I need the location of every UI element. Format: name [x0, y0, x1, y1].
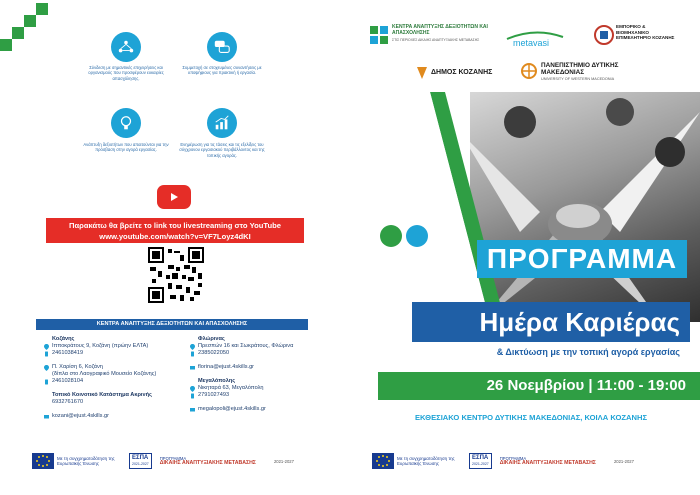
- blue-circle-decor: [406, 225, 428, 247]
- feature-text-3: Ανάπτυξη δεξιοτήτων που απαιτούνται για την πρόσβαση στην αγορά εργασίας.: [83, 142, 169, 153]
- green-square-decor: [36, 3, 48, 15]
- phone-icon: [44, 351, 49, 357]
- livestream-text: Παρακάτω θα βρείτε το link του livestreaming στο YouTube: [69, 221, 281, 230]
- location-pin-icon: [44, 344, 49, 350]
- megalopoli-phone[interactable]: 2791027493: [198, 392, 230, 398]
- email-icon: [190, 365, 195, 371]
- program-years: 2021-2027: [613, 458, 634, 464]
- phone-icon: [44, 379, 49, 385]
- kozani-address-1: Ιπποκράτους 9, Κοζάνη (πρώην ΕΛΤΑ): [52, 343, 149, 349]
- dimos-logo-icon: [416, 66, 428, 80]
- eu-flag-icon: [372, 453, 394, 469]
- livestream-banner[interactable]: [46, 218, 304, 243]
- kozani-phone-2[interactable]: 2461028104: [52, 378, 84, 384]
- megalopoli-address: Νικηταρά 63, Μεγαλόπολη: [198, 385, 264, 391]
- kozani-address-2b: (δίπλα στο Λαογραφικό Μουσείο Κοζάνης): [52, 371, 157, 377]
- location-pin-icon: [44, 365, 49, 371]
- florina-email[interactable]: florina@ejust.4skills.gr: [198, 364, 255, 370]
- megalopoli-email[interactable]: megalopoli@ejust.4skills.gr: [198, 406, 266, 412]
- livestream-link[interactable]: www.youtube.com/watch?v=VF7Loyz4dKI: [99, 232, 251, 241]
- espa-label: ΕΣΠΑ: [132, 455, 149, 461]
- uowm-logo-text: ΠΑΝΕΠΙΣΤΗΜΙΟ ΔΥΤΙΚΗΣ ΜΑΚΕΔΟΝΙΑΣ: [541, 62, 619, 76]
- lightbulb-gear-icon: [111, 108, 141, 138]
- program-line-1: ΠΡΟΓΡΑΜΜΑ: [159, 456, 187, 461]
- feature-text-1: Σύνδεση με σημαντικές επιχειρήσεις και οργανισμούς που προσφέρουν ευκαιρίες απασχόλησης.: [88, 65, 164, 81]
- phone-icon: [190, 351, 195, 357]
- green-circle-decor: [380, 225, 402, 247]
- email-icon: [44, 414, 49, 420]
- eu-flag-icon: [32, 453, 54, 469]
- event-subtitle: & Δικτύωση με την τοπική αγορά εργασίας: [496, 347, 680, 357]
- event-date: 26 Νοεμβρίου | 11:00 - 19:00: [486, 377, 686, 394]
- youtube-play-icon[interactable]: [157, 185, 191, 209]
- location-pin-icon: [190, 344, 195, 350]
- chamber-logo-icon: [594, 24, 614, 46]
- program-line-2: ΔΙΚΑΙΗΣ ΑΝΑΠΤΥΞΙΑΚΗΣ ΜΕΤΑΒΑΣΗΣ: [159, 460, 256, 466]
- kentra-logo-text: ΚΕΝΤΡΑ ΑΝΑΠΤΥΞΗΣ ΔΕΞΙΟΤΗΤΩΝ ΚΑΙ ΑΠΑΣΧΟΛΗΣΗΣ: [392, 24, 488, 36]
- kozani-title: Κοζάνης: [52, 336, 75, 342]
- florina-address: Πρεσπών 16 και Σωκράτους, Φλώρινα: [198, 343, 294, 349]
- feature-text-4: Ενημέρωση για τις τάσεις και τις εξελίξεις του σύγχρονου εργασιακού περιβάλλοντος και της τοπικής αγοράς.: [179, 142, 265, 158]
- location-pin-icon: [190, 386, 195, 392]
- growth-chart-icon: [207, 108, 237, 138]
- dimos-logo-text: ΔΗΜΟΣ ΚΟΖΑΝΗΣ: [431, 69, 493, 76]
- florina-title: Φλώρινας: [198, 336, 225, 342]
- green-square-decor: [24, 15, 36, 27]
- left-footer-funding: [32, 450, 294, 472]
- florina-phone[interactable]: 2385022050: [198, 350, 230, 356]
- email-icon: [190, 407, 195, 413]
- program-line-1: ΠΡΟΓΡΑΜΜΑ: [499, 456, 527, 461]
- espa-label: ΕΣΠΑ: [472, 455, 489, 461]
- uowm-logo-text-en: UNIVERSITY OF WESTERN MACEDONIA: [541, 77, 615, 81]
- kozani-phone-1[interactable]: 2461038419: [52, 350, 84, 356]
- chamber-logo-text: ΕΜΠΟΡΙΚΟ & ΒΙΟΜΗΧΑΝΙΚΟ ΕΠΙΜΕΛΗΤΗΡΙΟ ΚΟΖΑΝΗΣ: [616, 24, 675, 41]
- kozani-address-2: Π. Χαρίση 6, Κοζάνη: [52, 364, 103, 370]
- green-square-decor: [12, 27, 24, 39]
- event-title: Ημέρα Καριέρας: [412, 302, 690, 342]
- chat-bubbles-icon: [207, 32, 237, 62]
- diagonal-shapes: [350, 92, 520, 322]
- kozani-email[interactable]: kozani@ejust.4skills.gr: [52, 413, 109, 419]
- qr-code[interactable]: [148, 247, 204, 303]
- program-logo: [160, 456, 256, 466]
- kentra-logo-sub: ΣΤΙΣ ΠΕΡΙΟΧΕΣ ΔΙΚΑΙΗΣ ΑΝΑΠΤΥΞΙΑΚΗΣ ΜΕΤΑΒΑΣΗΣ: [392, 38, 480, 42]
- akrini-phone[interactable]: 6932761670: [52, 399, 84, 405]
- megalopoli-title: Μεγαλόπολης: [198, 378, 236, 384]
- eu-text: Με τη συγχρηματοδότηση της Ευρωπαϊκής Ένωσης: [397, 455, 455, 466]
- espa-logo: [469, 453, 492, 469]
- programma-banner: ΠΡΟΓΡΑΜΜΑ: [477, 240, 687, 278]
- event-venue: ΕΚΘΕΣΙΑΚΟ ΚΕΝΤΡΟ ΔΥΤΙΚΗΣ ΜΑΚΕΔΟΝΙΑΣ, ΚΟΙΛΑ ΚΟΖΑΝΗΣ: [414, 413, 648, 422]
- espa-years: 2021-2027: [132, 462, 149, 466]
- right-footer-funding: [372, 450, 634, 472]
- akrini-title: Τοπικό Κοινοτικό Κατάστημα Ακρινής: [52, 392, 152, 398]
- program-logo: [500, 456, 596, 466]
- espa-years: 2021-2027: [472, 462, 489, 466]
- green-square-decor: [0, 39, 12, 51]
- blank-square-decor: [0, 3, 12, 15]
- feature-text-2: Συμμετοχή σε στοχευμένες συναντήσεις με υποψήφιους για πρακτική ή εργασία.: [182, 65, 262, 76]
- kentra-logo-icon: [370, 26, 388, 44]
- program-years: 2021-2027: [273, 458, 294, 464]
- phone-icon: [190, 393, 195, 399]
- eu-text: Με τη συγχρηματοδότηση της Ευρωπαϊκής Ένωσης: [57, 455, 115, 466]
- network-people-icon: [111, 32, 141, 62]
- uowm-logo-icon: [520, 62, 538, 80]
- metavasi-swoosh-icon: [505, 28, 565, 38]
- contacts-header: ΚΕΝΤΡΑ ΑΝΑΠΤΥΞΗΣ ΔΕΞΙΟΤΗΤΩΝ ΚΑΙ ΑΠΑΣΧΟΛΗΣΗΣ: [36, 319, 308, 330]
- program-line-2: ΔΙΚΑΙΗΣ ΑΝΑΠΤΥΞΙΑΚΗΣ ΜΕΤΑΒΑΣΗΣ: [499, 460, 596, 466]
- metavasi-logo-text: metavasi: [513, 38, 550, 48]
- espa-logo: [129, 453, 152, 469]
